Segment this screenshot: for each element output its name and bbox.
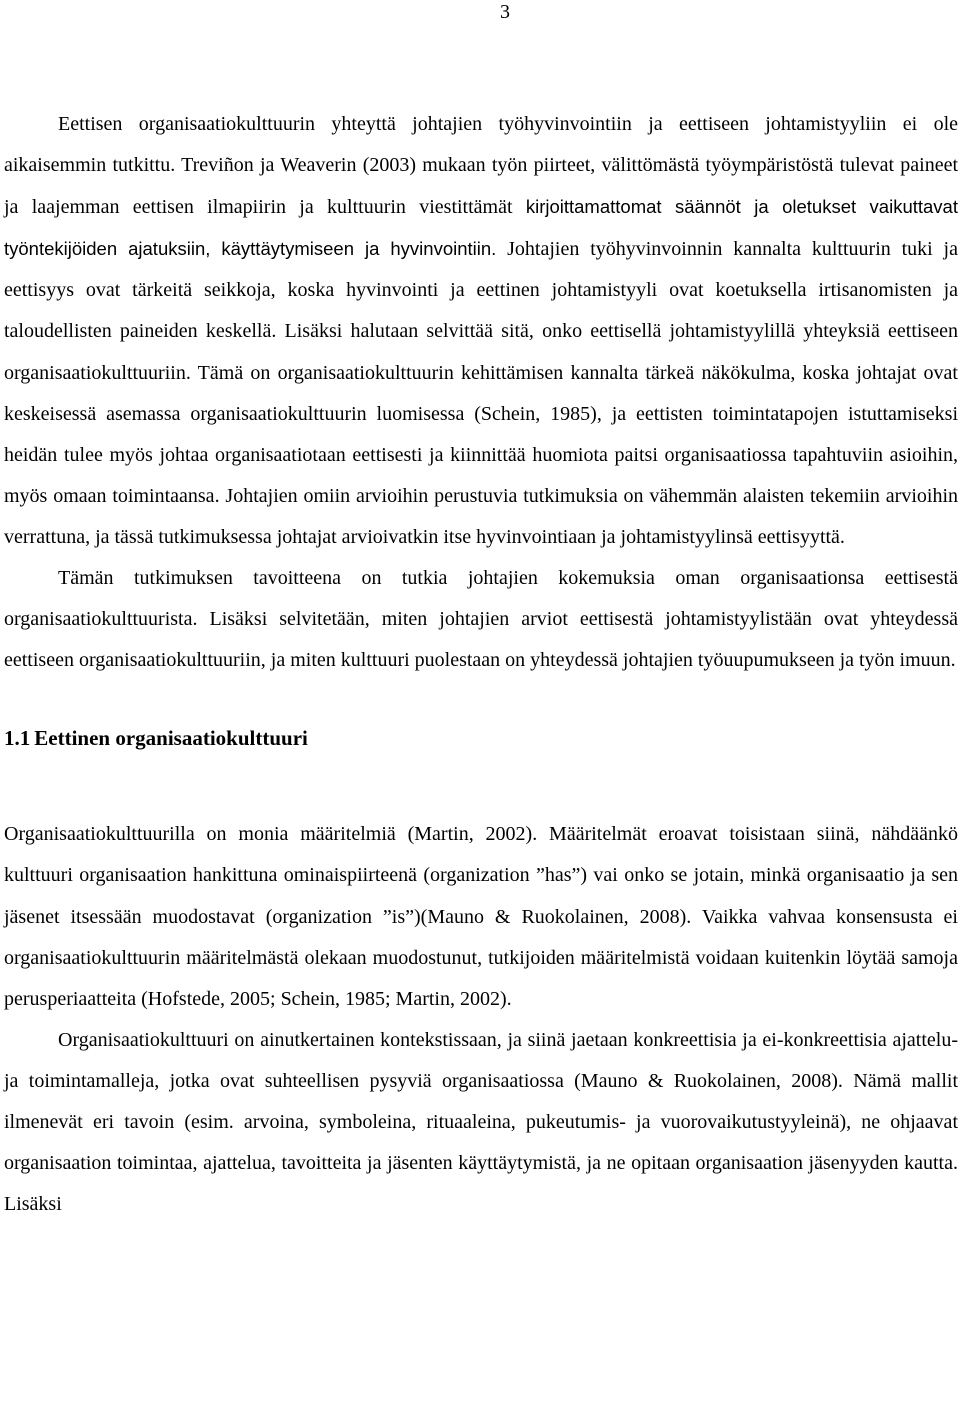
- section-number: 1.1: [4, 726, 31, 751]
- section-title: Eettinen organisaatiokulttuuri: [34, 726, 308, 751]
- paragraph-1: [4, 104, 958, 558]
- paragraph-3: Organisaatiokulttuurilla on monia määritelmiä (Martin, 2002). Määritelmät eroavat toisistaan siinä, nähdäänkö kulttuuri organisaation hankittuna ominaispiirteenä (organization ”has”) vai onko se jotain, minkä organisaatio ja sen jäsenet itsessään muodostavat (organization ”is”)(Mauno & Ruokolainen, 2008). Vaikka vahvaa konsensusta ei organisaatiokulttuurin määritelmästä olekaan muodostunut, tutkijoiden määritelmistä voidaan kuitenkin löytää samoja perusperiaatteita (Hofstede, 2005; Schein, 1985; Martin, 2002).: [4, 823, 958, 1010]
- section-heading: [4, 722, 958, 754]
- paragraph-4: Organisaatiokulttuuri on ainutkertainen kontekstissaan, ja siinä jaetaan konkreettisia ja ei-konkreettisia ajattelu- ja toimintamalleja, jotka ovat suhteellisen pysyviä organisaatiossa (Mauno & Ruokolainen, 2008). Nämä mallit ilmenevät eri tavoin (esim. arvoina, symboleina, rituaaleina, pukeutumis- ja vuorovaikutustyyleinä), ne ohjaavat organisaation toimintaa, ajattelua, tavoitteita ja jäsenten käyttäytymistä, ja ne opitaan organisaation jäsenyyden kautta. Lisäksi: [4, 1028, 958, 1216]
- paragraph-1-part-a: Eettisen organisaatiokulttuurin yhteyttä johtajien työhyvinvointiin ja eettiseen johtamistyyliin ei ole aikaisemmin tutkittu. Treviñon ja Weaverin (2003) mukaan työn piirteet, välittömästä työympäristöstä tulevat paineet ja laajemman eettisen ilmapiirin ja kulttuurin viestittämät: [4, 113, 958, 219]
- document-body: [4, 104, 958, 1225]
- paragraph-2: Tämän tutkimuksen tavoitteena on tutkia johtajien kokemuksia oman organisaationsa eettisestä organisaatiokulttuurista. Lisäksi selvitetään, miten johtajien arviot eettisestä johtamistyylistään ovat yhteydessä eettiseen organisaatiokulttuuriin, ja miten kulttuuri puolestaan on yhteydessä johtajien työuupumukseen ja työn imuun.: [4, 567, 958, 672]
- page-number: 3: [500, 1, 510, 23]
- paragraph-1-part-c: Johtajien työhyvinvoinnin kannalta kulttuurin tuki ja eettisyys ovat tärkeitä seikkoja, koska hyvinvointi ja eettinen johtamistyyli ovat koetuksella irtisanomisten ja taloudellisten paineiden keskellä. Lisäksi halutaan selvittää sitä, onko eettisellä johtamistyylillä yhteyksiä eettiseen organisaatiokulttuuriin. Tämä on organisaatiokulttuurin kehittämisen kannalta tärkeä näkökulma, koska johtajat ovat keskeisessä asemassa organisaatiokulttuurin luomisessa (Schein, 1985), ja eettisten toimintatapojen istuttamiseksi heidän tulee myös johtaa organisaatiotaan eettisesti ja kiinnittää huomiota paitsi organisaatiossa tapahtuviin asioihin, myös omaan toimintaansa. Johtajien omiin arvioihin perustuvia tutkimuksia on vähemmän alaisten tekemiin arvioihin verrattuna, ja tässä tutkimuksessa johtajat arvioivatkin itse hyvinvointiaan ja johtamistyylinsä eettisyyttä.: [4, 238, 958, 548]
- paragraph-1-part-b: kirjoittamattomat säännöt ja oletukset vaikuttavat työntekijöiden ajatuksiin, käyttäytymiseen ja hyvinvointiin.: [4, 196, 958, 260]
